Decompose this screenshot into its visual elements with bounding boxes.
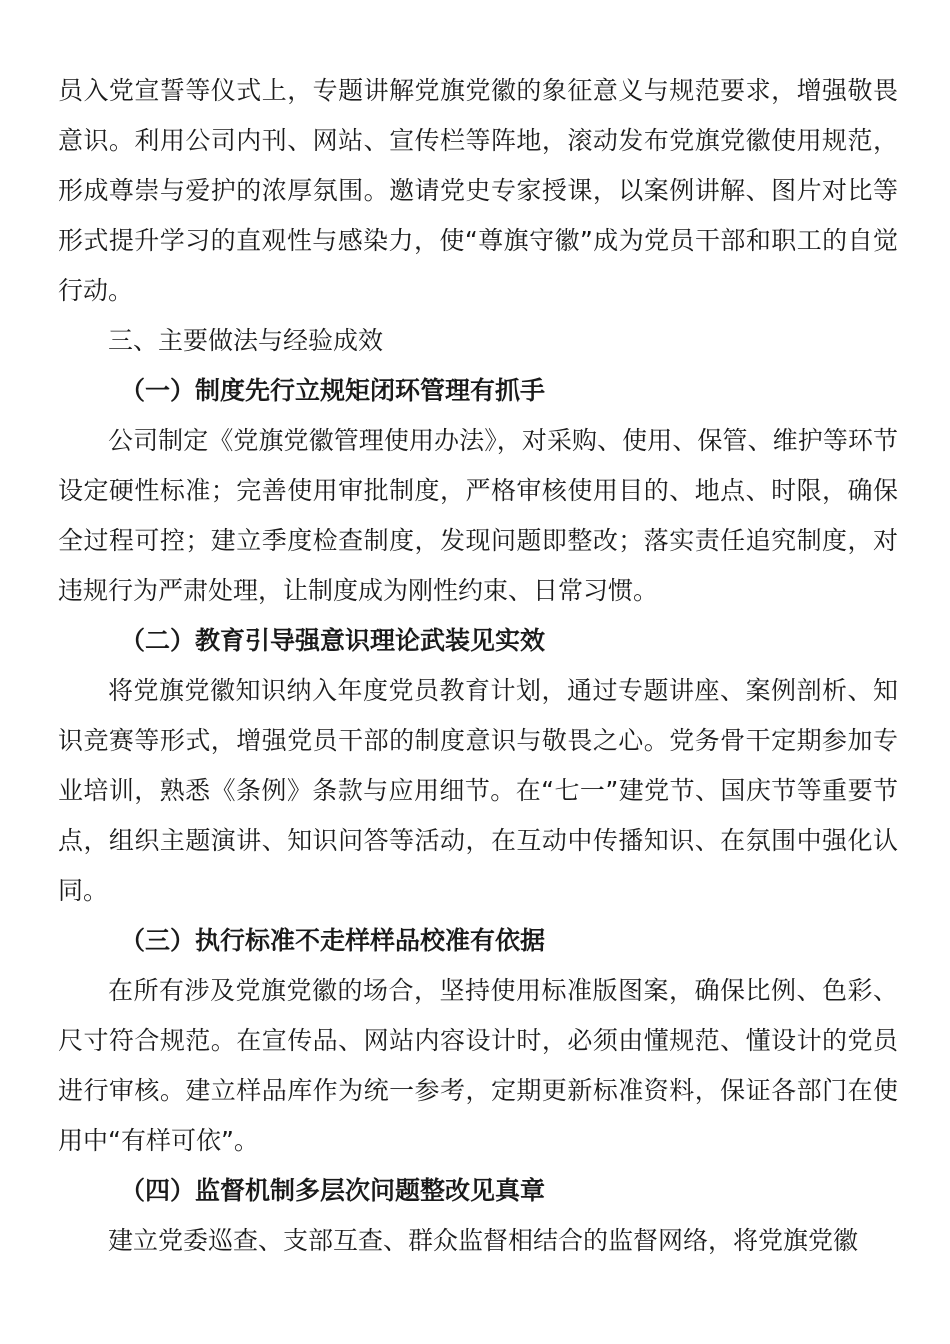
subheading-3: （三）执行标准不走样样品校准有依据 <box>120 926 546 955</box>
subheading-2: （二）教育引导强意识理论武装见实效 <box>120 626 546 655</box>
paragraph-2: 将党旗党徽知识纳入年度党员教育计划，通过专题讲座、案例剖析、知识竞赛等形式，增强党员干部的制度意识与敬畏之心。党务骨干定期参加专业培训，熟悉《条例》条款与应用细节。在“七一”建党节、国庆节等重要节点，组织主题演讲、知识问答等活动，在互动中传播知识、在氛围中强化认同。 <box>58 676 898 905</box>
document-body <box>58 66 898 1266</box>
paragraph-3: 在所有涉及党旗党徽的场合，坚持使用标准版图案，确保比例、色彩、尺寸符合规范。在宣传品、网站内容设计时，必须由懂规范、懂设计的党员进行审核。建立样品库作为统一参考，定期更新标准资料，保证各部门在使用中“有样可依”。 <box>58 976 898 1155</box>
section-title: 三、主要做法与经验成效 <box>108 326 384 355</box>
paragraph-4: 建立党委巡查、支部互查、群众监督相结合的监督网络，将党旗党徽 <box>108 1226 859 1255</box>
subheading-1: （一）制度先行立规矩闭环管理有抓手 <box>120 376 546 405</box>
paragraph-continuation: 员入党宣誓等仪式上，专题讲解党旗党徽的象征意义与规范要求，增强敬畏意识。利用公司内刊、网站、宣传栏等阵地，滚动发布党旗党徽使用规范，形成尊崇与爱护的浓厚氛围。邀请党史专家授课，以案例讲解、图片对比等形式提升学习的直观性与感染力，使“尊旗守徽”成为党员干部和职工的自觉行动。 <box>58 76 898 305</box>
subheading-4: （四）监督机制多层次问题整改见真章 <box>120 1176 546 1205</box>
paragraph-1: 公司制定《党旗党徽管理使用办法》，对采购、使用、保管、维护等环节设定硬性标准；完善使用审批制度，严格审核使用目的、地点、时限，确保全过程可控；建立季度检查制度，发现问题即整改；落实责任追究制度，对违规行为严肃处理，让制度成为刚性约束、日常习惯。 <box>58 426 898 605</box>
